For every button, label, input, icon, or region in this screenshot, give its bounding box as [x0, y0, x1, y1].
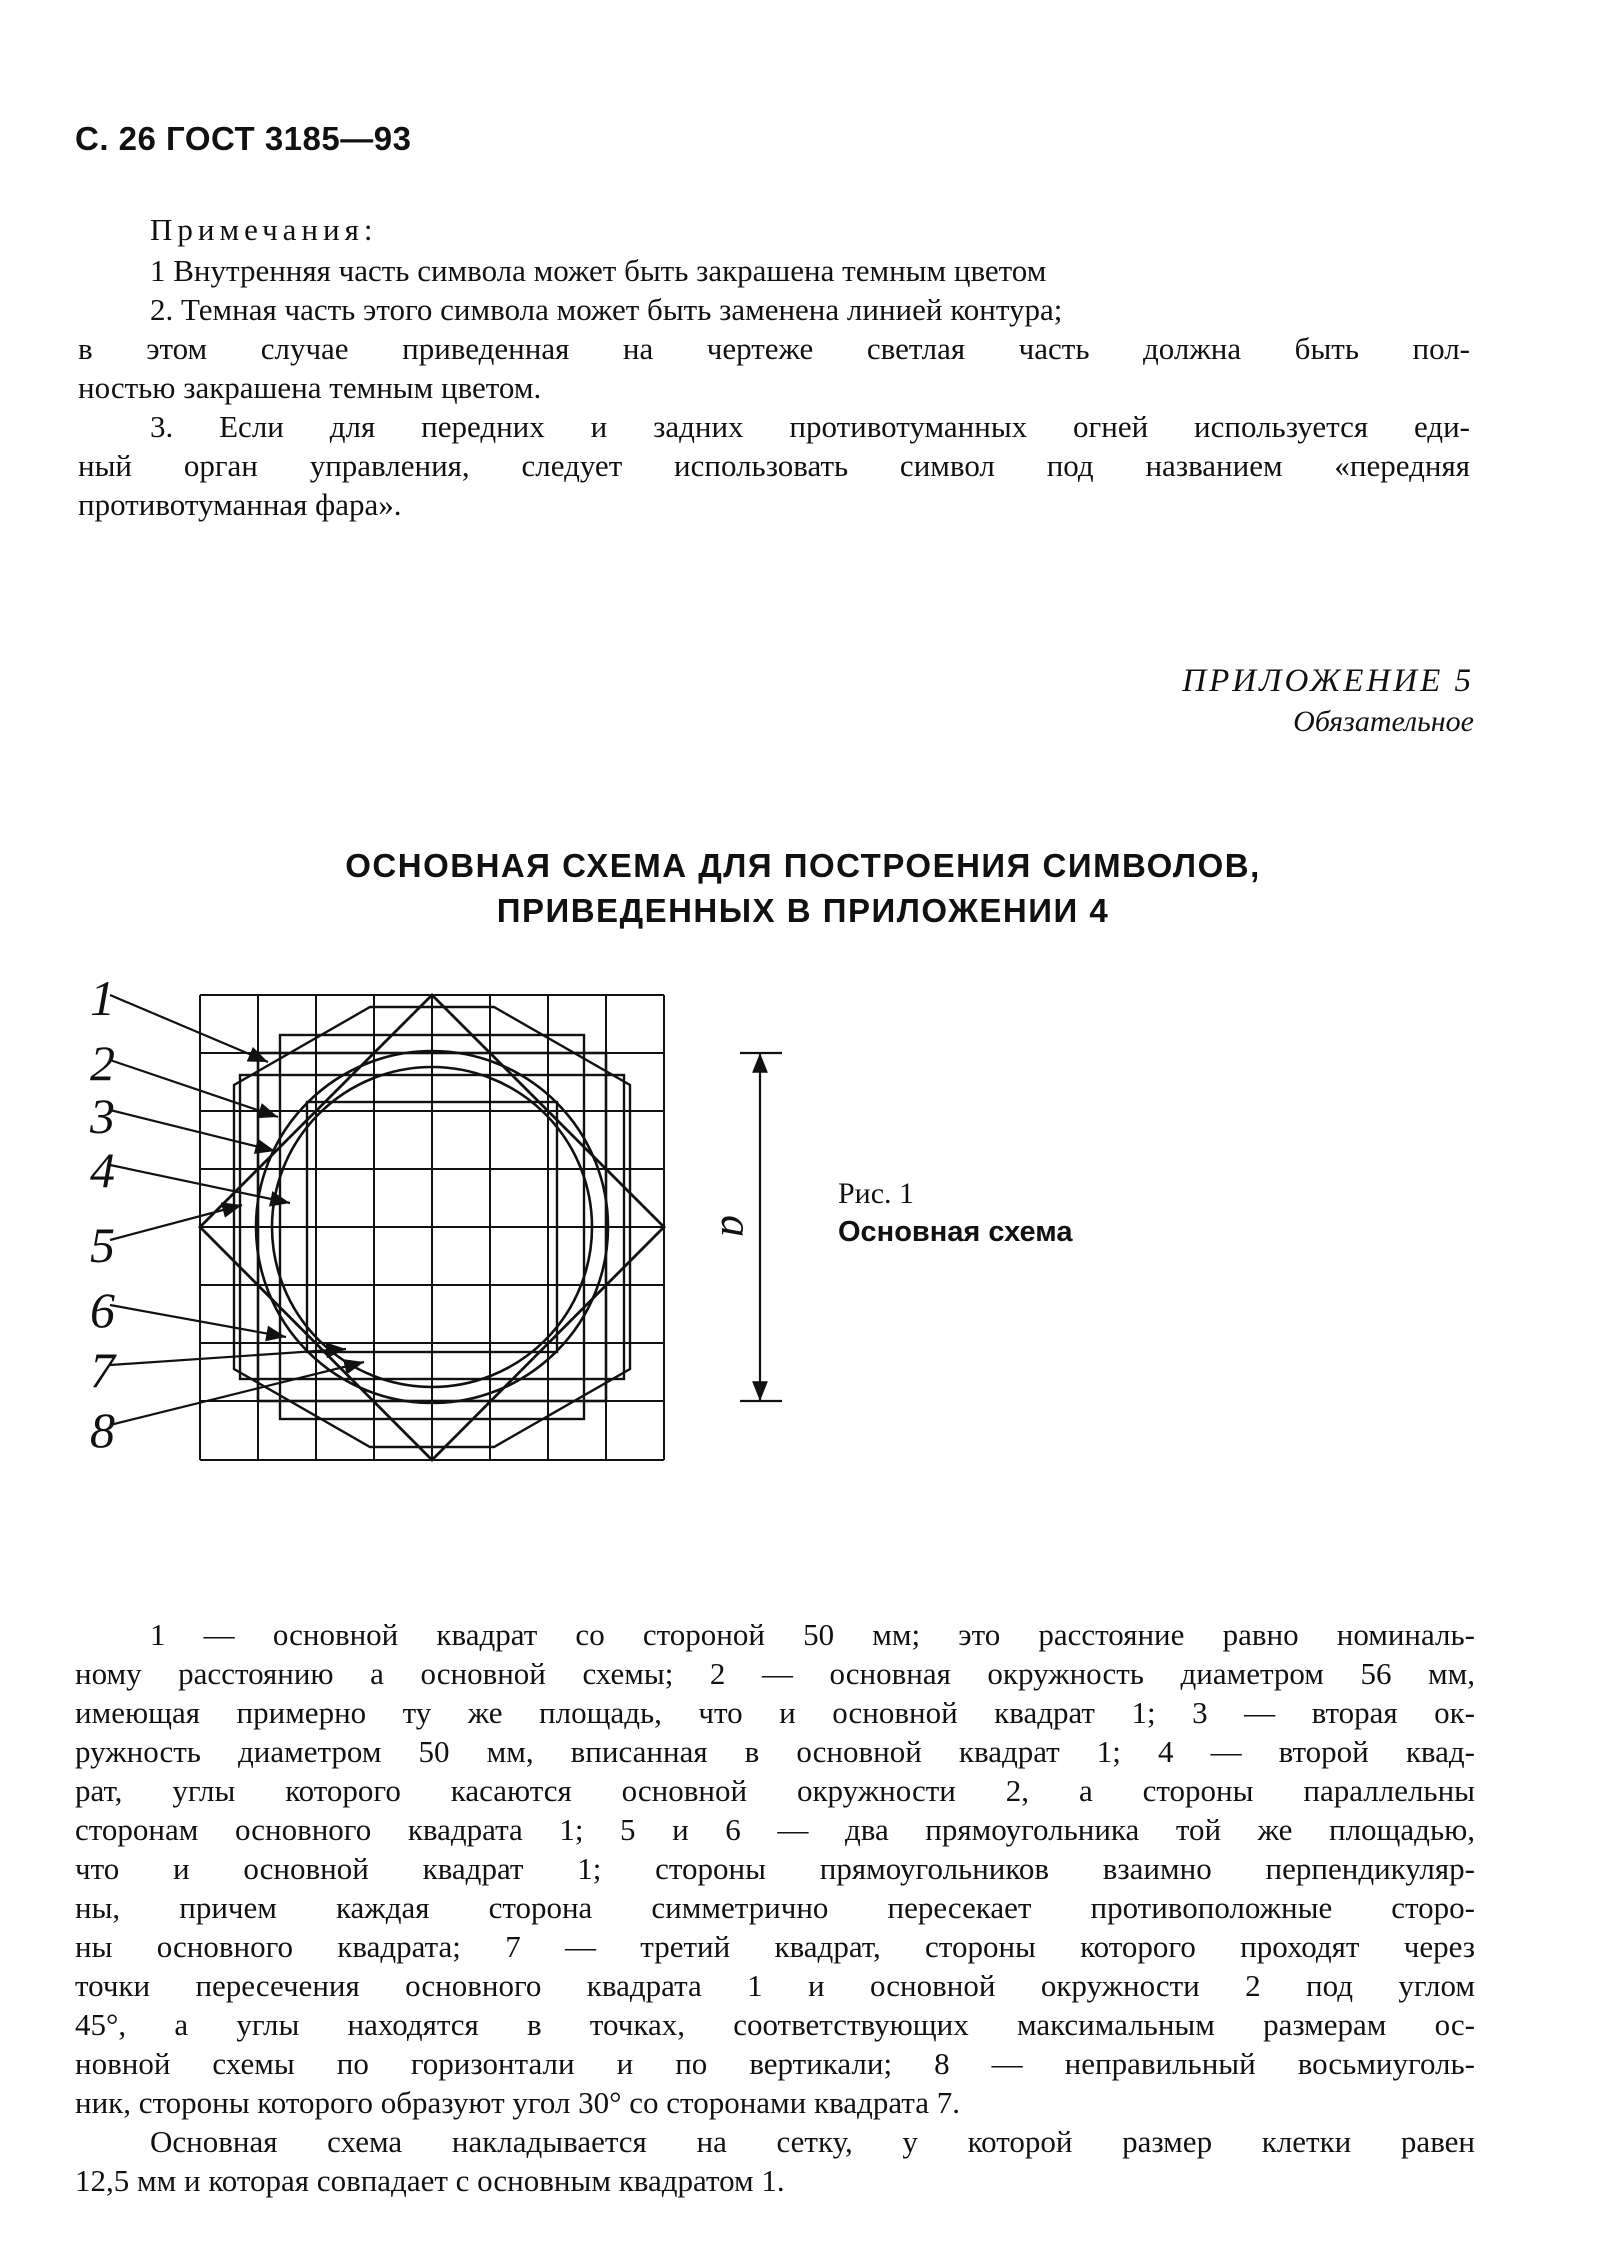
- legend-line: рат, углы которого касаются основной окружности 2, а стороны параллельны: [75, 1773, 1475, 1808]
- legend-line: что и основной квадрат 1; стороны прямоугольников взаимно перпендикуляр-: [75, 1851, 1475, 1886]
- legend-block: [75, 1615, 1475, 2200]
- note-line: в этом случае приведенная на чертеже светлая часть должна быть пол-: [78, 331, 1470, 366]
- note-line: 1 Внутренняя часть символа может быть закрашена темным цветом: [150, 253, 1047, 288]
- appendix-heading: [1182, 660, 1474, 742]
- section-title-line1: ОСНОВНАЯ СХЕМА ДЛЯ ПОСТРОЕНИЯ СИМВОЛОВ,: [345, 847, 1261, 884]
- dimension-label: a: [712, 1215, 761, 1237]
- figure-label-7: 7: [90, 1342, 115, 1398]
- note-line: 2. Темная часть этого символа может быть заменена линией контура;: [150, 292, 1063, 327]
- basic-scheme-figure: [90, 965, 850, 1565]
- legend-line: 45°, а углы находятся в точках, соответствующих максимальным размерам ос-: [75, 2007, 1475, 2042]
- figure-label-4: 4: [90, 1142, 115, 1198]
- legend-line: ник, стороны которого образуют угол 30° со сторонами квадрата 7.: [75, 2085, 960, 2120]
- section-title: [0, 843, 1606, 933]
- note-line: ный орган управления, следует использовать символ под названием «передняя: [78, 448, 1470, 483]
- legend-line: 12,5 мм и которая совпадает с основным квадратом 1.: [75, 2163, 785, 2198]
- legend-line: новной схемы по горизонтали и по вертикали; 8 — неправильный восьмиуголь-: [75, 2046, 1475, 2081]
- figure-title: Основная схема: [838, 1216, 1073, 1248]
- section-title-line2: ПРИВЕДЕННЫХ В ПРИЛОЖЕНИИ 4: [496, 892, 1110, 929]
- legend-line: ружность диаметром 50 мм, вписанная в основной квадрат 1; 4 — второй квад-: [75, 1734, 1475, 1769]
- legend-line: точки пересечения основного квадрата 1 и основной окружности 2 под углом: [75, 1968, 1475, 2003]
- figure-number: Рис. 1: [838, 1177, 915, 1210]
- legend-line: имеющая примерно ту же площадь, что и основной квадрат 1; 3 — вторая ок-: [75, 1695, 1475, 1730]
- leader-lines: [110, 995, 364, 1425]
- figure-label-3: 3: [90, 1088, 115, 1144]
- figure-label-1: 1: [90, 970, 115, 1026]
- appendix-subtitle: Обязательное: [1293, 705, 1474, 738]
- page-header: С. 26 ГОСТ 3185—93: [75, 120, 412, 157]
- note-line: ностью закрашена темным цветом.: [78, 370, 542, 405]
- legend-line: Основная схема накладывается на сетку, у которой размер клетки равен: [150, 2124, 1475, 2159]
- notes-block: [78, 210, 1470, 524]
- basic-scheme-drawing: [90, 965, 850, 1565]
- figure-label-6: 6: [90, 1282, 115, 1338]
- figure-label-2: 2: [90, 1035, 115, 1091]
- legend-line: ны, причем каждая сторона симметрично пересекает противоположные сторо-: [75, 1890, 1475, 1925]
- figure-caption: [838, 1175, 1072, 1251]
- legend-line: 1 — основной квадрат со стороной 50 мм; это расстояние равно номиналь-: [150, 1617, 1475, 1652]
- legend-line: ному расстоянию a основной схемы; 2 — основная окружность диаметром 56 мм,: [75, 1656, 1475, 1691]
- note-line: противотуманная фара».: [78, 487, 402, 522]
- notes-title: Примечания:: [150, 212, 378, 247]
- figure-label-5: 5: [90, 1217, 115, 1273]
- figure-label-8: 8: [90, 1402, 115, 1458]
- legend-line: сторонам основного квадрата 1; 5 и 6 — два прямоугольника той же площадью,: [75, 1812, 1475, 1847]
- note-line: 3. Если для передних и задних противотуманных огней используется еди-: [150, 409, 1470, 444]
- legend-line: ны основного квадрата; 7 — третий квадрат, стороны которого проходят через: [75, 1929, 1475, 1964]
- appendix-title: ПРИЛОЖЕНИЕ 5: [1182, 663, 1474, 699]
